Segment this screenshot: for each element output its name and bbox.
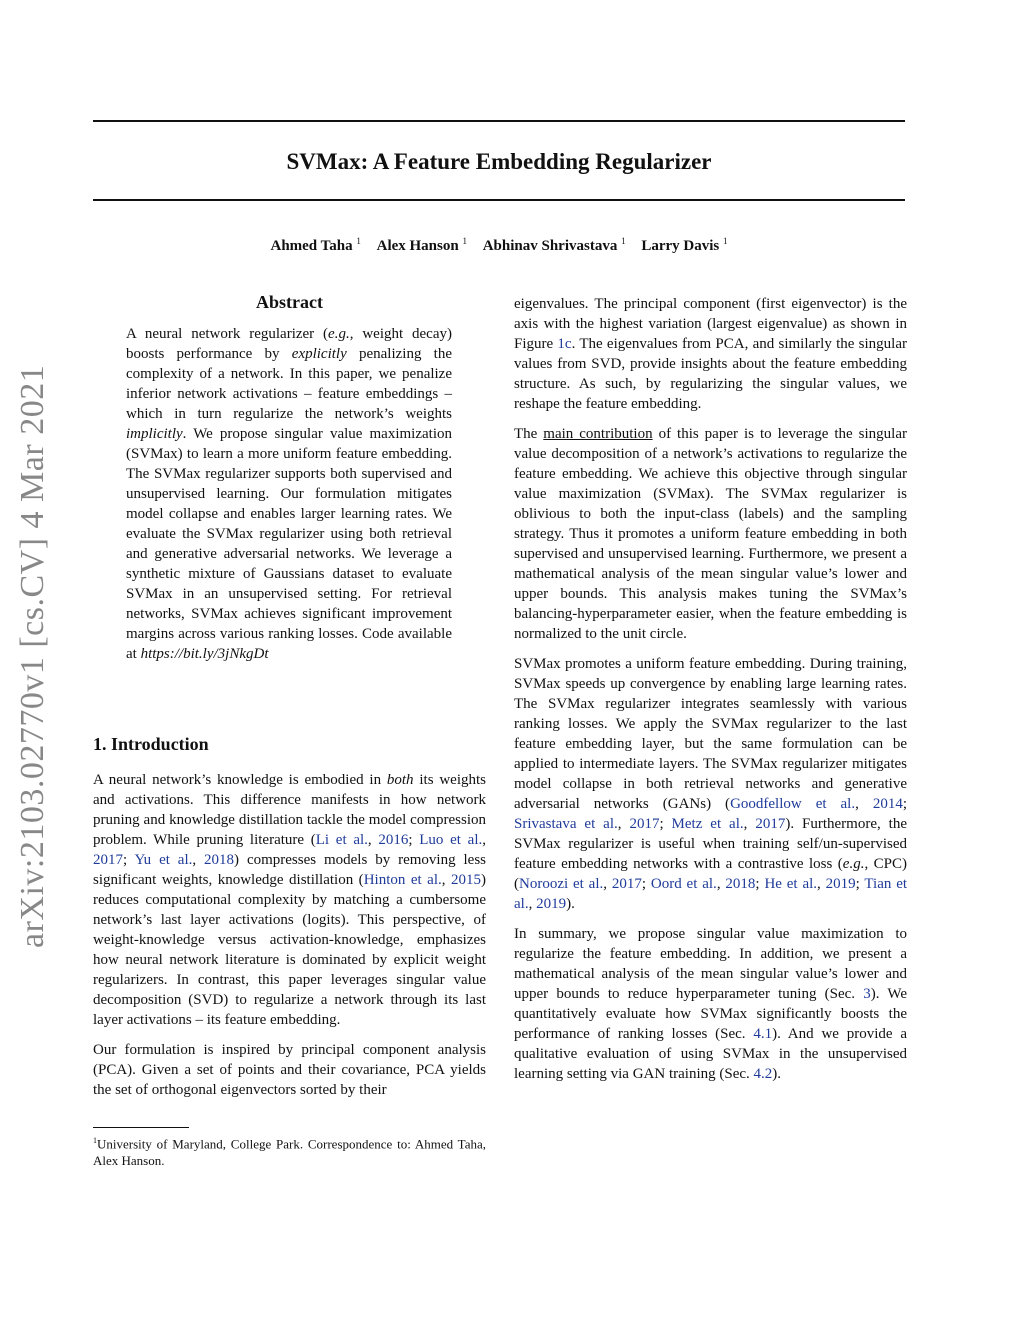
paragraph-text: main contribution <box>543 426 653 442</box>
author <box>483 238 626 254</box>
figure-ref-link[interactable]: 1c <box>557 336 572 352</box>
citation-link[interactable]: 2017 <box>93 852 123 868</box>
section-ref-link[interactable]: 3 <box>863 986 871 1002</box>
author-list <box>93 236 905 255</box>
author-name: Ahmed Taha <box>270 238 353 254</box>
abstract-body <box>126 324 452 664</box>
abstract-text: , weight decay) boosts performance by <box>126 326 452 362</box>
abstract-text: explicitly <box>291 346 347 362</box>
paragraph-text: A neural network’s knowledge is embodied in <box>93 772 387 788</box>
introduction-body <box>93 770 486 1110</box>
paragraph-text: ) reduces computational complexity by matching a cumbersome network’s last layer activations (logits). This perspective, of weight-knowledge versus activation-knowledge, emphasizes how neural network literature is dominated by explicit weight regularizers. In contrast, this paper leverages singular value decomposition (SVD) to regularize a network through its last layer activations – its feature embedding. <box>93 872 486 1028</box>
citation-link[interactable]: 2017 <box>629 816 660 832</box>
abstract-text: e.g. <box>328 326 350 342</box>
footnote-text: University of Maryland, College Park. Correspondence to: Ahmed Taha, Alex Hanson. <box>93 1136 486 1169</box>
author-name: Larry Davis <box>641 238 720 254</box>
paragraph: Our formulation is inspired by principal component analysis (PCA). Given a set of points and their covariance, PCA yields the set of orthogonal eigenvectors sorted by their <box>93 1042 486 1098</box>
author <box>377 238 467 254</box>
arxiv-stamp[interactable]: arXiv:2103.02770v1 [cs.CV] 4 Mar 2021 <box>14 364 51 948</box>
author-name: Alex Hanson <box>376 238 459 254</box>
section-ref-link[interactable]: 4.1 <box>753 1026 773 1042</box>
paragraph-text: e.g. <box>842 856 865 872</box>
abstract-text: A neural network regularizer ( <box>126 326 329 342</box>
author-name: Abhinav Shrivastava <box>482 238 618 254</box>
introduction-heading: 1. Introduction <box>93 734 209 754</box>
paragraph: A neural network’s knowledge is embodied in both its weights and activations. This difference manifests in how network pruning and knowledge distillation tackle the model compression problem. While pruning literature (Li et al., 2016; Luo et al., 2017; Yu et al., 2018) compresses models by removing less significant weights, knowledge distillation (Hinton et al., 2015) reduces computational complexity by matching a cumbersome network’s last layer activations (logits). This perspective, of weight-knowledge versus activation-knowledge, emphasizes how neural network literature is dominated by explicit weight regularizers. In contrast, this paper leverages singular value decomposition (SVD) to regularize a network through its last layer activations – its feature embedding. <box>93 772 486 1028</box>
paragraph <box>514 924 907 1084</box>
footnote <box>93 1132 486 1169</box>
citation-link[interactable]: Goodfellow et al. <box>730 796 856 812</box>
citation-link[interactable]: 2019 <box>825 876 856 892</box>
section-ref-link[interactable]: 4.2 <box>753 1066 773 1082</box>
abstract-text: . We propose singular value maximization (SVMax) to learn a more uniform feature embedding. The SVMax regularizer supports both supervised and unsupervised learning. Our formulation mitigates model collapse and enables larger learning rates. We evaluate the SVMax regularizer using both retrieval and generative adversarial networks. We leverage a synthetic mixture of Gaussians dataset to evaluate SVMax in an unsupervised setting. For retrieval networks, SVMax achieves significant improvement margins across various ranking losses. Code available at <box>126 426 452 662</box>
citation-link[interactable]: 2019 <box>536 896 567 912</box>
citation-link[interactable]: Noroozi et al. <box>519 876 604 892</box>
author-affiliation: 1 <box>723 236 728 246</box>
paragraph-text: ). <box>772 1066 782 1082</box>
paragraph <box>514 424 907 644</box>
citation-link[interactable]: Srivastava et al. <box>514 816 618 832</box>
author-affiliation: 1 <box>356 236 361 246</box>
citation-link[interactable]: Oord et al. <box>650 876 717 892</box>
title-bottom-rule <box>93 199 905 201</box>
citation-link[interactable]: 2014 <box>872 796 903 812</box>
paragraph-text: its weights and activations. This difference manifests in how network pruning and knowledge distillation tackle the model compression problem. While pruning literature ( <box>93 772 486 848</box>
citation-link[interactable]: 2017 <box>755 816 786 832</box>
author-affiliation: 1 <box>621 236 626 246</box>
paragraph-text: ). And we provide a qualitative evaluation of using SVMax in the unsupervised learning setting via GAN training (Sec. <box>514 1026 908 1082</box>
paragraph-text: . The eigenvalues from PCA, and similarly the singular values from SVD, provide insights about the feature embedding structure. As such, by regularizing the singular values, we reshape the feature embedding. <box>514 336 907 412</box>
citation-link[interactable]: Yu et al. <box>134 852 193 868</box>
paper-title: SVMax: A Feature Embedding Regularizer <box>286 149 712 174</box>
citation-link[interactable]: Luo et al. <box>419 832 483 848</box>
paragraph-text: ). <box>566 896 575 912</box>
paragraph-text: both <box>386 772 414 788</box>
paragraph-text: In summary, we propose singular value maximization to regularize the feature embedding. In addition, we present a mathematical analysis of the mean singular value’s lower and upper bounds to reduce hyperparameter tuning (Sec. <box>514 926 907 1002</box>
author <box>270 238 360 254</box>
footnote-mark: 1 <box>93 1136 97 1145</box>
paragraph-text: ) compresses models by removing less significant weights, knowledge distillation ( <box>93 852 486 888</box>
paragraph-text: eigenvalues. The principal component (first eigenvector) is the axis with the highest variation (largest eigenvalue) as shown in Figure <box>514 296 907 352</box>
citation-link[interactable]: 2015 <box>451 872 481 888</box>
citation-link[interactable]: Hinton et al. <box>363 872 442 888</box>
title-top-rule <box>93 120 905 122</box>
paragraph-text: , CPC) ( <box>514 856 907 892</box>
citation-link[interactable]: Metz et al. <box>671 816 744 832</box>
citation-link[interactable]: 2017 <box>611 876 642 892</box>
citation-link[interactable]: 2018 <box>204 852 235 868</box>
paragraph <box>514 294 907 414</box>
citation-link[interactable]: 2018 <box>725 876 756 892</box>
citation-link[interactable]: Li et al. <box>315 832 368 848</box>
footnote-rule <box>93 1127 189 1128</box>
paragraph-text: ). Furthermore, the SVMax regularizer is useful when training self/un-supervised feature embedding networks with a contrastive loss ( <box>514 816 907 872</box>
code-url-link[interactable]: https://bit.ly/3jNkgDt <box>140 646 269 662</box>
citation-link[interactable]: Tian et al. <box>514 876 908 912</box>
citation-link[interactable]: 2016 <box>378 832 409 848</box>
right-column <box>514 294 907 1094</box>
paragraph-text: SVMax promotes a uniform feature embedding. During training, SVMax speeds up convergence by enabling large learning rates. The SVMax regularizer integrates seamlessly with various ranking losses. We apply the SVMax regularizer to the last feature embedding layer, but the same formulation can be applied to intermediate layers. The SVMax regularizer mitigates model collapse in both retrieval networks and generative adversarial networks (GANs) ( <box>514 656 907 812</box>
paragraph-text: of this paper is to leverage the singular value decomposition of a network’s activations to regularize the feature embedding. We achieve this objective through singular value maximization (SVMax). The SVMax regularizer is oblivious to both the input-class (labels) and the sampling strategy. Thus it promotes a uniform feature embedding in both supervised and unsupervised learning. Furthermore, we present a mathematical analysis of the mean singular value’s lower and upper bounds. This analysis makes tuning the SVMax’s balancing-hyperparameter easier, when the feature embedding is normalized to the unit circle. <box>514 426 907 642</box>
abstract-text: penalizing the complexity of a network. In this paper, we penalize inferior network activations – feature embeddings – which in turn regularize the network’s weights <box>126 346 452 422</box>
paragraph-text: The <box>514 426 544 442</box>
abstract-text: implicitly <box>126 426 183 442</box>
paragraph: SVMax promotes a uniform feature embedding. During training, SVMax speeds up convergence by enabling large learning rates. The SVMax regularizer integrates seamlessly with various ranking losses. We apply the SVMax regularizer to the last feature embedding layer, but the same formulation can be applied to intermediate layers. The SVMax regularizer mitigates model collapse in both retrieval networks and generative adversarial networks (GANs) (Goodfellow et al., 2014; Srivastava et al., 2017; Metz et al., 2017). Furthermore, the SVMax regularizer is useful when training self/un-supervised feature embedding networks with a contrastive loss (e.g., CPC) (Noroozi et al., 2017; Oord et al., 2018; He et al., 2019; Tian et al., 2019). <box>514 656 908 912</box>
paragraph-text: ). We quantitatively evaluate how SVMax significantly boosts the performance of ranking losses (Sec. <box>514 986 907 1042</box>
author-affiliation: 1 <box>462 236 467 246</box>
author <box>641 238 727 254</box>
abstract-heading: Abstract <box>256 292 323 312</box>
citation-link[interactable]: He et al. <box>764 876 818 892</box>
